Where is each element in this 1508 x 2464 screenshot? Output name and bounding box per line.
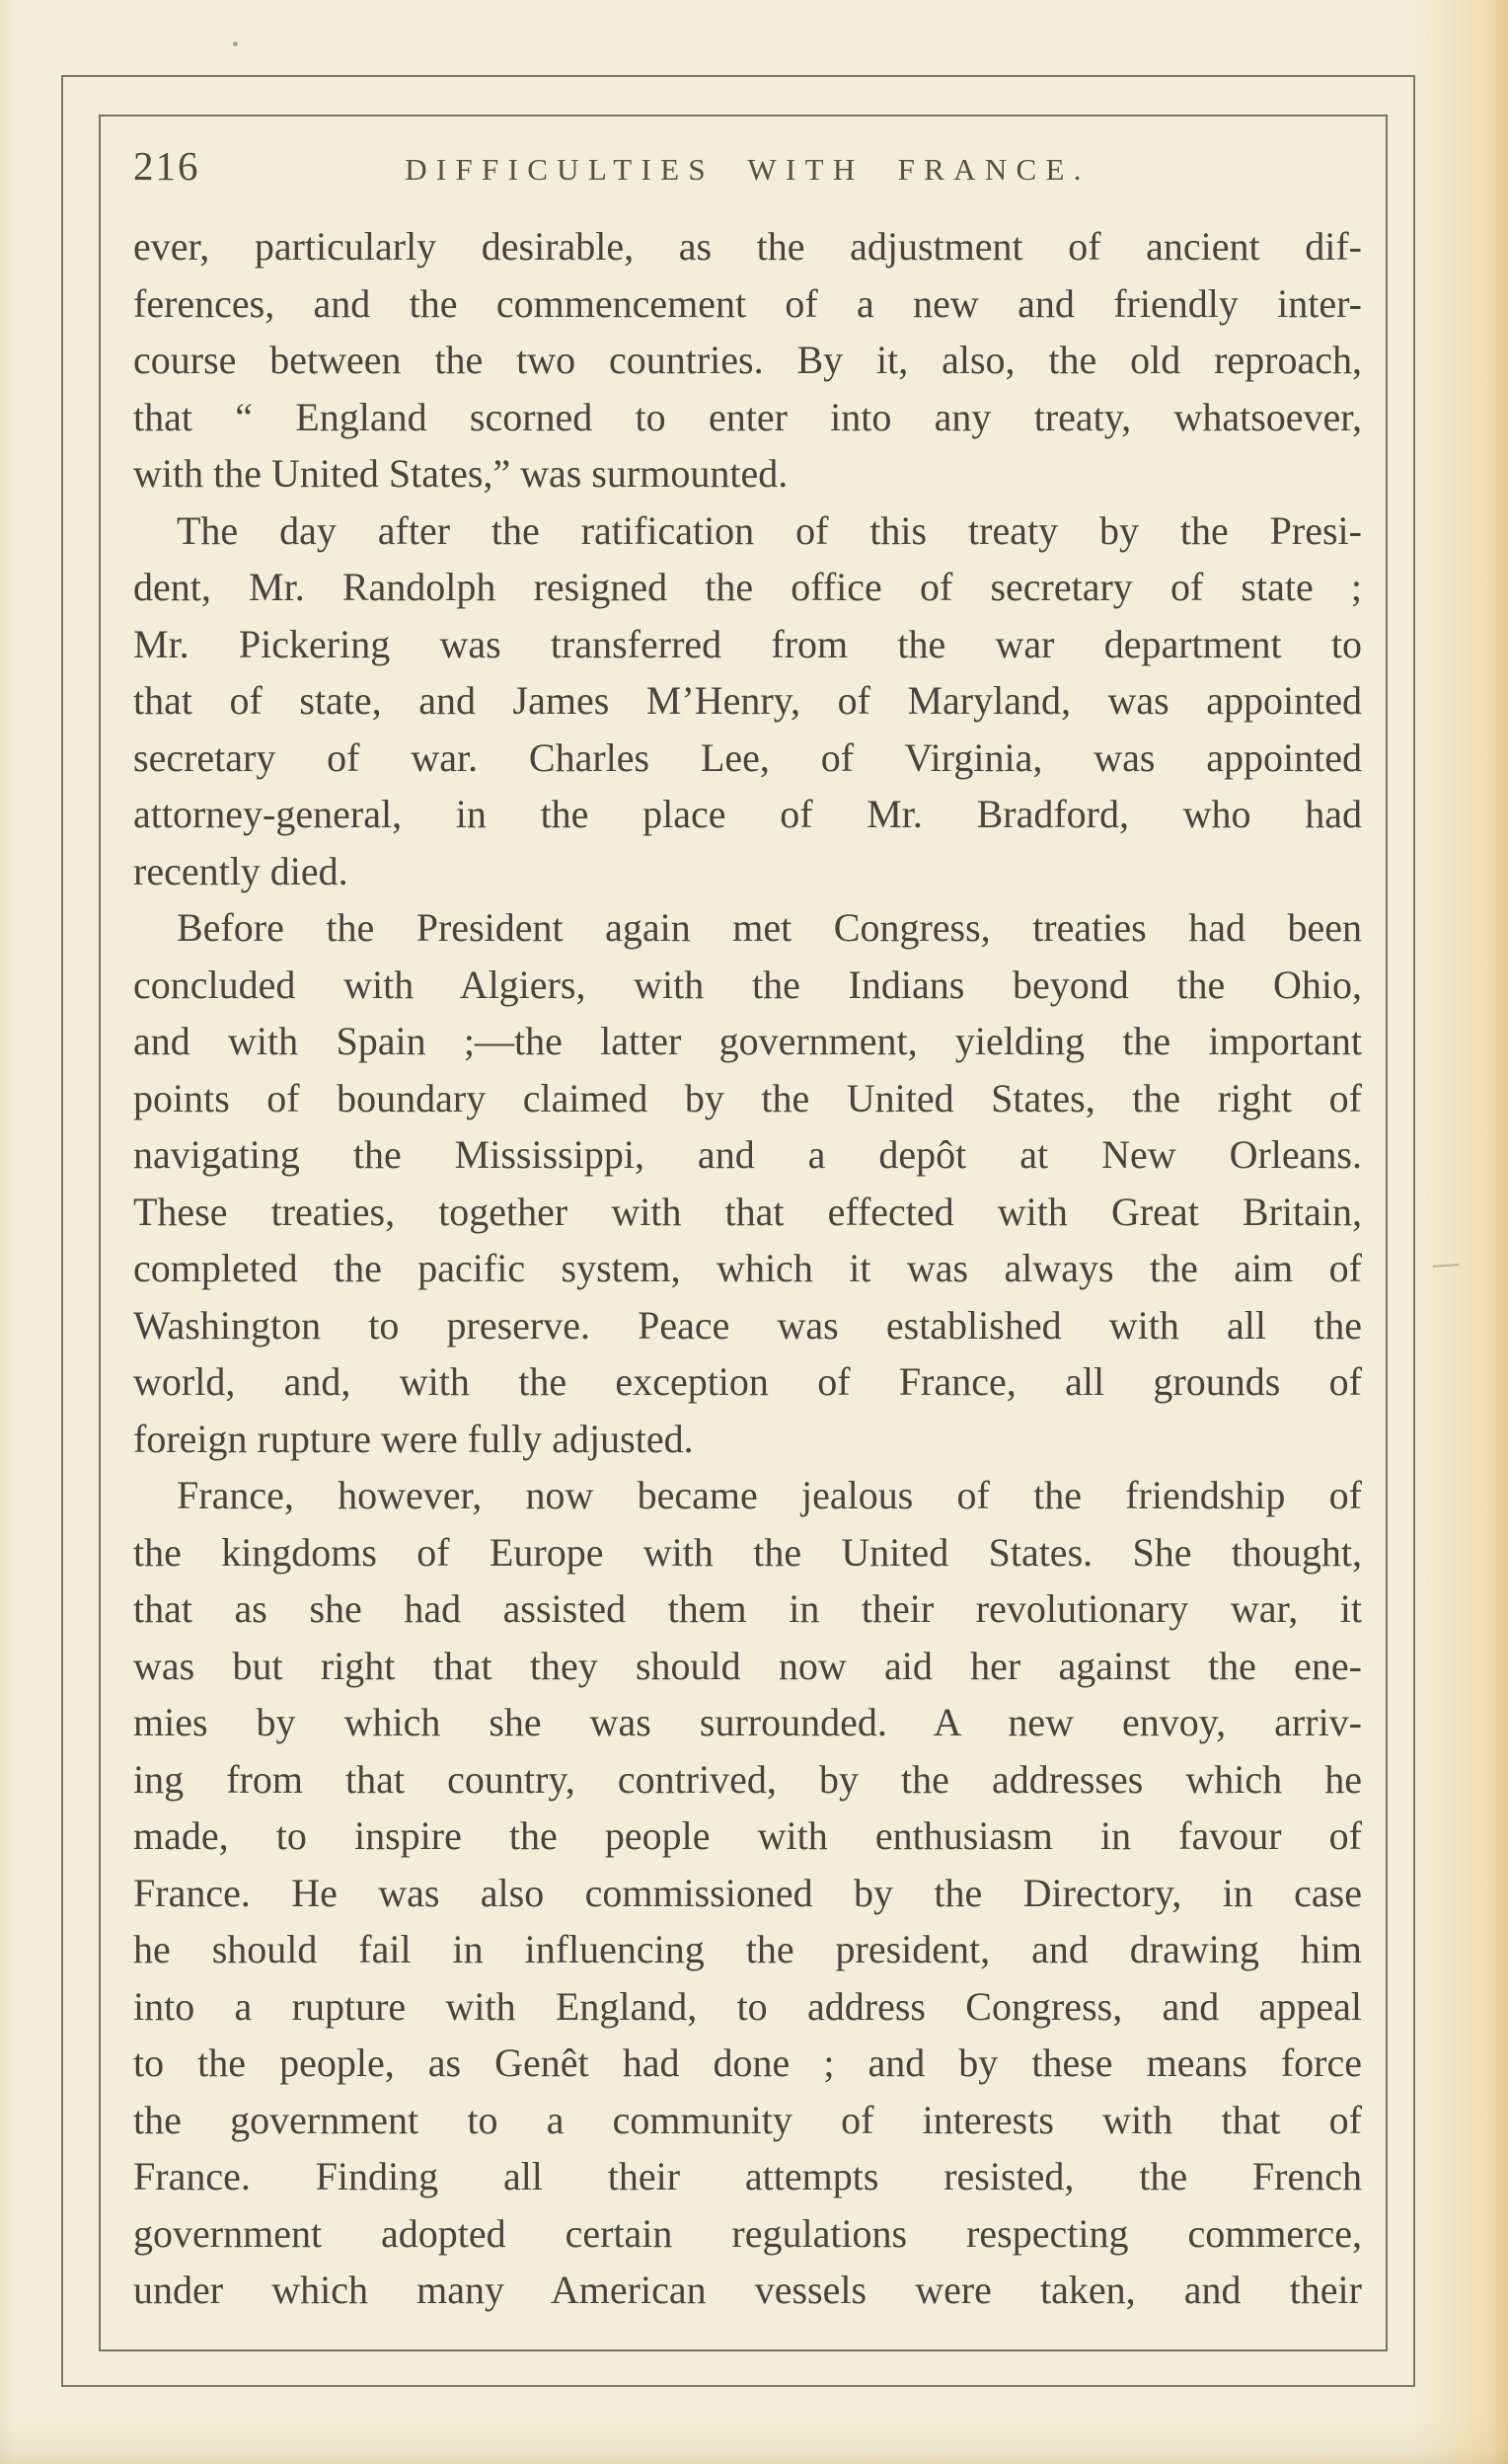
text-block [133,218,1362,2319]
text-line: mies by which she was surrounded. A new envoy, arriv- [133,1700,1362,1744]
page-number: 216 [133,143,200,189]
text-line: under which many American vessels were taken, and their [133,2268,1362,2312]
page-edge-shading-left [0,0,14,2464]
text-line: government adopted certain regulations respecting commerce, [133,2210,1362,2256]
page-content [101,116,1386,2349]
text-line: secretary of war. Charles Lee, of Virginia, was appointed [133,734,1362,780]
paragraph [133,899,1362,1467]
text-line: completed the pacific system, which it was always the aim of [133,1246,1362,1290]
text-line: ever, particularly desirable, as the adjustment of ancient dif- [133,224,1362,269]
text-line: France. He was also commissioned by the Directory, in case [133,1870,1362,1915]
page-edge-shading-right [1409,0,1508,2464]
text-line: points of boundary claimed by the United States, the right of [133,1075,1362,1120]
text-line: navigating the Mississippi, and a depôt at New Orleans. [133,1132,1362,1177]
text-line: that “ England scorned to enter into any treaty, whatsoever, [133,394,1362,439]
paragraph [133,1467,1362,2319]
text-line: These treaties, together with that effected with Great Britain, [133,1189,1362,1234]
text-line: the kingdoms of Europe with the United States. She thought, [133,1529,1362,1575]
text-line: foreign rupture were fully adjusted. [133,1416,694,1461]
text-line: The day after the ratification of this treaty by the Presi- [177,507,1362,553]
running-title: DIFFICULTIES WITH FRANCE. [405,152,1091,187]
text-line: course between the two countries. By it, also, the old reproach, [133,338,1362,382]
text-line: ferences, and the commencement of a new and friendly inter- [133,280,1362,326]
text-line: France, however, now became jealous of the friendship of [177,1473,1362,1517]
text-line: the government to a community of interests with that of [133,2097,1362,2142]
text-line: with the United States,” was surmounted. [133,451,789,496]
running-header [133,142,1362,190]
text-line: was but right that they should now aid her against the ene- [133,1643,1362,1688]
text-line: and with Spain ;—the latter government, yielding the important [133,1019,1362,1063]
text-line: made, to inspire the people with enthusiasm in favour of [133,1813,1362,1858]
paragraph [133,502,1362,900]
text-line: into a rupture with England, to address Congress, and appeal [133,1983,1362,2029]
text-line: Before the President again met Congress, treaties had been [177,905,1362,950]
text-line: concluded with Algiers, with the Indians beyond the Ohio, [133,962,1362,1007]
text-line: Mr. Pickering was transferred from the war department to [133,621,1362,666]
text-line: world, and, with the exception of France, all grounds of [133,1359,1362,1404]
text-line: that of state, and James M’Henry, of Maryland, was appointed [133,678,1362,723]
text-line: that as she had assisted them in their revolutionary war, it [133,1586,1362,1631]
inner-rule-border [99,115,1388,2351]
text-line: ing from that country, contrived, by the addresses which he [133,1756,1362,1802]
text-line: he should fail in influencing the president, and drawing him [133,1927,1362,1971]
paragraph [133,218,1362,502]
text-line: France. Finding all their attempts resisted, the French [133,2154,1362,2198]
text-line: dent, Mr. Randolph resigned the office of secretary of state ; [133,565,1362,609]
scan-speck [233,41,238,46]
text-line: to the people, as Genêt had done ; and by these means force [133,2040,1362,2085]
text-line: attorney-general, in the place of Mr. Bradford, who had [133,792,1362,836]
text-line: recently died. [133,848,348,893]
page-edge-shading-bottom [0,2419,1508,2464]
text-line: Washington to preserve. Peace was established with all the [133,1302,1362,1348]
